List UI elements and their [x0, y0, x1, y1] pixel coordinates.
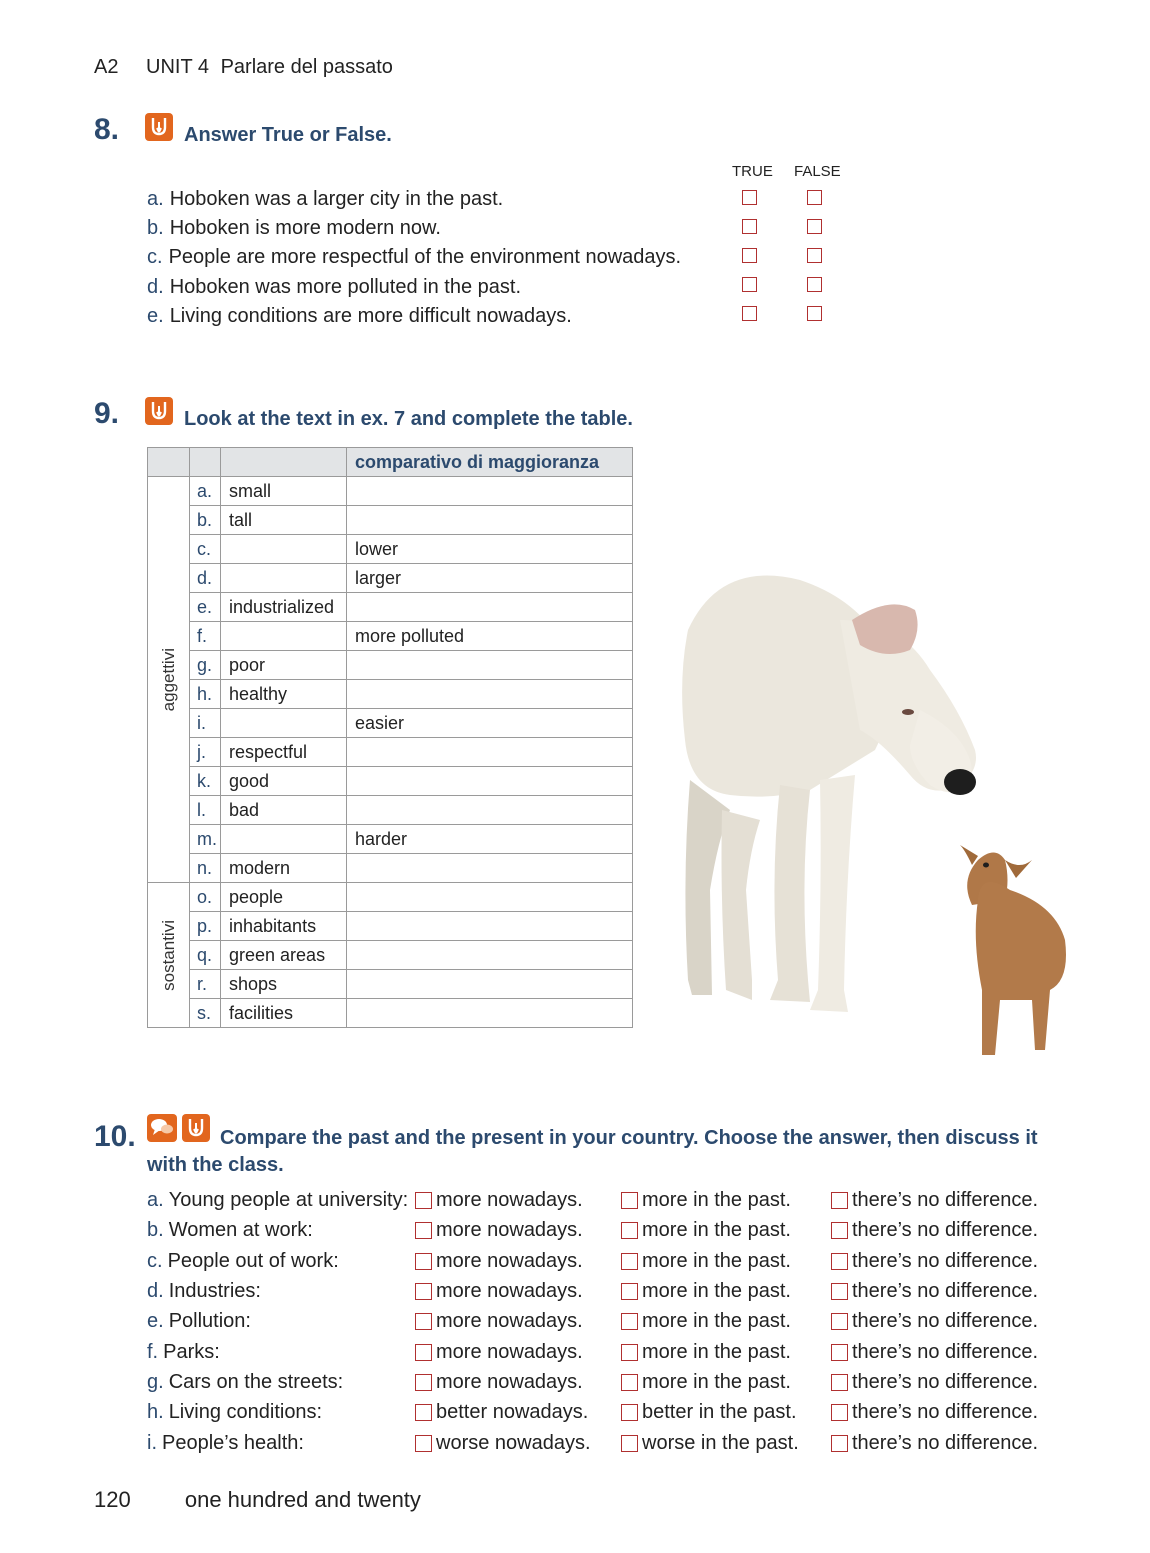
exercise-9-number: 9.	[94, 397, 120, 430]
question-item	[147, 1401, 322, 1424]
option-label: there’s no difference.	[852, 1280, 1039, 1302]
option-label: there’s no difference.	[852, 1371, 1039, 1393]
item-text: Hoboken was more polluted in the past.	[169, 275, 522, 298]
row-word[interactable]	[221, 622, 347, 651]
row-letter: p.	[190, 912, 221, 941]
option-nowadays[interactable]	[415, 1219, 583, 1242]
option-checkbox[interactable]	[415, 1222, 432, 1239]
item-text: Industries:	[168, 1280, 261, 1302]
row-comparative[interactable]	[347, 883, 633, 912]
group-label-nouns: sostantivi	[158, 919, 178, 991]
table-row	[148, 477, 633, 506]
option-past[interactable]	[621, 1219, 791, 1242]
true-checkbox-a[interactable]	[742, 190, 757, 205]
option-label: there’s no difference.	[852, 1219, 1039, 1241]
option-label: worse in the past.	[642, 1432, 799, 1454]
row-letter: f.	[190, 622, 221, 651]
item-text: Hoboken was a larger city in the past.	[169, 188, 504, 210]
option-checkbox[interactable]	[831, 1192, 848, 1209]
false-column-label: FALSE	[794, 163, 841, 180]
question-item	[147, 1341, 220, 1364]
level-label: A2	[94, 56, 119, 78]
exercise-9-title: Look at the text in ex. 7 and complete the table.	[184, 408, 633, 430]
option-checkbox[interactable]	[621, 1253, 638, 1270]
row-word[interactable]: respectful	[221, 738, 347, 767]
row-letter: l.	[190, 796, 221, 825]
option-label: more in the past.	[642, 1310, 791, 1332]
item-letter: i.	[147, 1432, 157, 1454]
row-comparative[interactable]	[347, 941, 633, 970]
option-label: there’s no difference.	[852, 1310, 1039, 1332]
option-past[interactable]	[621, 1189, 791, 1212]
row-letter: g.	[190, 651, 221, 680]
option-checkbox[interactable]	[621, 1192, 638, 1209]
row-word[interactable]: people	[221, 883, 347, 912]
option-label: worse nowadays.	[436, 1432, 591, 1454]
table-row	[148, 738, 633, 767]
option-checkbox[interactable]	[415, 1435, 432, 1452]
list-item	[147, 214, 681, 243]
true-column-label: TRUE	[732, 163, 773, 180]
option-label: more in the past.	[642, 1341, 791, 1363]
option-checkbox[interactable]	[621, 1222, 638, 1239]
table-row	[148, 535, 633, 564]
option-no-difference[interactable]	[831, 1432, 1038, 1455]
false-checkbox-c[interactable]	[807, 248, 822, 263]
table-row	[148, 941, 633, 970]
row-comparative[interactable]	[347, 970, 633, 999]
row-letter: a.	[190, 477, 221, 506]
pencil-icon	[145, 113, 173, 141]
row-word[interactable]	[221, 535, 347, 564]
option-label: more nowadays.	[436, 1310, 583, 1332]
item-text: Cars on the streets:	[168, 1371, 344, 1393]
option-label: more in the past.	[642, 1250, 791, 1272]
item-text: People out of work:	[167, 1250, 339, 1272]
option-nowadays[interactable]	[415, 1371, 583, 1394]
question-item	[147, 1219, 313, 1242]
row-letter: j.	[190, 738, 221, 767]
row-letter: m.	[190, 825, 221, 854]
item-letter: a.	[147, 1189, 164, 1211]
row-comparative[interactable]	[347, 854, 633, 883]
option-checkbox[interactable]	[831, 1344, 848, 1361]
option-checkbox[interactable]	[831, 1374, 848, 1391]
pencil-icon	[145, 397, 173, 425]
pencil-icon	[182, 1114, 210, 1142]
option-label: there’s no difference.	[852, 1432, 1039, 1454]
row-comparative[interactable]	[347, 738, 633, 767]
option-checkbox[interactable]	[831, 1404, 848, 1421]
row-comparative[interactable]: harder	[347, 825, 633, 854]
column-header-comparative: comparativo di maggioranza	[347, 448, 633, 477]
row-comparative[interactable]: lower	[347, 535, 633, 564]
item-text: Hoboken is more modern now.	[169, 217, 441, 240]
row-comparative[interactable]	[347, 593, 633, 622]
option-label: more nowadays.	[436, 1219, 583, 1241]
item-letter: g.	[147, 1371, 164, 1393]
false-checkbox-b[interactable]	[807, 219, 822, 234]
row-comparative[interactable]	[347, 651, 633, 680]
option-no-difference[interactable]	[831, 1341, 1038, 1364]
item-letter: e.	[147, 304, 164, 327]
option-label: better in the past.	[642, 1401, 797, 1423]
header-cell	[190, 448, 221, 477]
page-number: 120	[94, 1487, 131, 1512]
option-no-difference[interactable]	[831, 1280, 1038, 1303]
option-checkbox[interactable]	[831, 1222, 848, 1239]
item-letter: c.	[147, 1250, 163, 1272]
row-comparative[interactable]: more polluted	[347, 622, 633, 651]
option-past[interactable]	[621, 1250, 791, 1273]
row-word[interactable]: bad	[221, 796, 347, 825]
table-row	[148, 651, 633, 680]
option-label: more in the past.	[642, 1371, 791, 1393]
option-label: more nowadays.	[436, 1280, 583, 1302]
false-checkbox-e[interactable]	[807, 306, 822, 321]
row-comparative[interactable]: easier	[347, 709, 633, 738]
option-checkbox[interactable]	[415, 1283, 432, 1300]
row-word[interactable]	[221, 825, 347, 854]
page-header	[94, 56, 393, 79]
option-nowadays[interactable]	[415, 1250, 583, 1273]
row-letter: o.	[190, 883, 221, 912]
row-comparative[interactable]	[347, 999, 633, 1028]
exercise-10-title-line2: with the class.	[147, 1154, 284, 1176]
option-past[interactable]	[621, 1401, 797, 1424]
table-row	[148, 999, 633, 1028]
true-checkbox-c[interactable]	[742, 248, 757, 263]
true-checkbox-e[interactable]	[742, 306, 757, 321]
option-label: more nowadays.	[436, 1189, 583, 1211]
option-no-difference[interactable]	[831, 1219, 1038, 1242]
small-dog-image	[960, 845, 1066, 1055]
option-checkbox[interactable]	[831, 1283, 848, 1300]
table-row	[148, 506, 633, 535]
row-word[interactable]	[221, 709, 347, 738]
table-row	[148, 767, 633, 796]
option-label: more in the past.	[642, 1280, 791, 1302]
table-row	[148, 622, 633, 651]
row-word[interactable]: modern	[221, 854, 347, 883]
item-text: Parks:	[163, 1341, 220, 1363]
option-label: more nowadays.	[436, 1250, 583, 1272]
option-checkbox[interactable]	[831, 1435, 848, 1452]
item-text: Women at work:	[168, 1219, 313, 1241]
item-text: Living conditions are more difficult nowadays.	[169, 304, 572, 327]
page-footer	[94, 1487, 421, 1513]
large-dog-image	[682, 576, 976, 1012]
true-checkbox-d[interactable]	[742, 277, 757, 292]
item-text: People’s health:	[162, 1432, 304, 1454]
item-text: Living conditions:	[168, 1401, 323, 1423]
true-checkbox-b[interactable]	[742, 219, 757, 234]
row-letter: r.	[190, 970, 221, 999]
option-label: there’s no difference.	[852, 1250, 1039, 1272]
row-letter: b.	[190, 506, 221, 535]
row-comparative[interactable]	[347, 912, 633, 941]
question-item	[147, 1250, 339, 1273]
option-nowadays[interactable]	[415, 1280, 583, 1303]
group-cell-nouns	[148, 883, 190, 1028]
table-row	[148, 825, 633, 854]
list-item	[147, 243, 681, 272]
row-word[interactable]: inhabitants	[221, 912, 347, 941]
item-letter: e.	[147, 1310, 164, 1332]
item-text: People are more respectful of the environment nowadays.	[168, 246, 682, 269]
row-comparative[interactable]	[347, 477, 633, 506]
option-label: more in the past.	[642, 1219, 791, 1241]
row-word[interactable]: green areas	[221, 941, 347, 970]
option-checkbox[interactable]	[621, 1374, 638, 1391]
row-letter: e.	[190, 593, 221, 622]
row-letter: h.	[190, 680, 221, 709]
table-header-row	[148, 448, 633, 477]
question-item	[147, 1432, 304, 1455]
question-item	[147, 1189, 408, 1212]
option-checkbox[interactable]	[415, 1313, 432, 1330]
unit-title: Parlare del passato	[220, 56, 393, 78]
row-word[interactable]: small	[221, 477, 347, 506]
option-checkbox[interactable]	[415, 1404, 432, 1421]
item-letter: f.	[147, 1341, 159, 1363]
table-row	[148, 854, 633, 883]
row-letter: n.	[190, 854, 221, 883]
row-word[interactable]: facilities	[221, 999, 347, 1028]
exercise-8-list	[147, 185, 681, 331]
option-checkbox[interactable]	[621, 1283, 638, 1300]
option-checkbox[interactable]	[831, 1313, 848, 1330]
option-no-difference[interactable]	[831, 1310, 1038, 1333]
table-row	[148, 680, 633, 709]
option-past[interactable]	[621, 1280, 791, 1303]
item-text: Young people at university:	[168, 1189, 409, 1211]
row-word[interactable]: shops	[221, 970, 347, 999]
row-word[interactable]	[221, 564, 347, 593]
item-letter: a.	[147, 188, 164, 210]
table-row	[148, 883, 633, 912]
row-letter: i.	[190, 709, 221, 738]
option-no-difference[interactable]	[831, 1189, 1038, 1212]
unit-label: UNIT 4	[146, 56, 210, 78]
false-checkbox-a[interactable]	[807, 190, 822, 205]
row-letter: d.	[190, 564, 221, 593]
option-checkbox[interactable]	[621, 1435, 638, 1452]
row-word[interactable]: poor	[221, 651, 347, 680]
row-letter: k.	[190, 767, 221, 796]
header-cell	[221, 448, 347, 477]
option-past[interactable]	[621, 1341, 791, 1364]
option-label: better nowadays.	[436, 1401, 589, 1423]
row-comparative[interactable]	[347, 796, 633, 825]
item-letter: d.	[147, 275, 164, 298]
page-number-words: one hundred and twenty	[184, 1487, 421, 1512]
item-letter: b.	[147, 1219, 164, 1241]
option-past[interactable]	[621, 1432, 799, 1455]
item-letter: h.	[147, 1401, 164, 1423]
option-nowadays[interactable]	[415, 1341, 583, 1364]
option-label: more in the past.	[642, 1189, 791, 1211]
row-word[interactable]: industrialized	[221, 593, 347, 622]
option-checkbox[interactable]	[415, 1253, 432, 1270]
row-letter: q.	[190, 941, 221, 970]
list-item	[147, 302, 681, 331]
comparatives-table	[147, 447, 633, 1028]
item-letter: d.	[147, 1280, 164, 1302]
exercise-10-title-line1: Compare the past and the present in your country. Choose the answer, then discuss it	[220, 1127, 1038, 1149]
option-label: more nowadays.	[436, 1341, 583, 1363]
exercise-8-number: 8.	[94, 113, 120, 146]
question-item	[147, 1371, 343, 1394]
group-label-adjectives: aggettivi	[158, 647, 178, 712]
row-comparative[interactable]	[347, 767, 633, 796]
list-item	[147, 273, 681, 302]
header-cell	[148, 448, 190, 477]
option-past[interactable]	[621, 1371, 791, 1394]
table-row	[148, 796, 633, 825]
option-nowadays[interactable]	[415, 1189, 583, 1212]
option-checkbox[interactable]	[415, 1192, 432, 1209]
row-word[interactable]: healthy	[221, 680, 347, 709]
option-nowadays[interactable]	[415, 1432, 591, 1455]
table-row	[148, 593, 633, 622]
exercise-10-number: 10.	[94, 1120, 136, 1153]
option-checkbox[interactable]	[415, 1374, 432, 1391]
row-comparative[interactable]: larger	[347, 564, 633, 593]
table-row	[148, 970, 633, 999]
option-no-difference[interactable]	[831, 1250, 1038, 1273]
option-checkbox[interactable]	[415, 1344, 432, 1361]
option-no-difference[interactable]	[831, 1401, 1038, 1424]
exercise-8-title: Answer True or False.	[184, 124, 392, 146]
row-comparative[interactable]	[347, 506, 633, 535]
option-checkbox[interactable]	[831, 1253, 848, 1270]
item-letter: b.	[147, 217, 164, 240]
option-label: there’s no difference.	[852, 1341, 1039, 1363]
option-past[interactable]	[621, 1310, 791, 1333]
row-letter: s.	[190, 999, 221, 1028]
item-letter: c.	[147, 246, 163, 269]
false-checkbox-d[interactable]	[807, 277, 822, 292]
option-nowadays[interactable]	[415, 1401, 588, 1424]
question-item	[147, 1310, 251, 1333]
speech-bubbles-icon	[147, 1114, 177, 1142]
row-word[interactable]: good	[221, 767, 347, 796]
option-checkbox[interactable]	[621, 1404, 638, 1421]
option-label: more nowadays.	[436, 1371, 583, 1393]
dogs-illustration	[660, 560, 1100, 1070]
row-word[interactable]: tall	[221, 506, 347, 535]
option-no-difference[interactable]	[831, 1371, 1038, 1394]
table-row	[148, 709, 633, 738]
question-item	[147, 1280, 261, 1303]
option-checkbox[interactable]	[621, 1313, 638, 1330]
list-item	[147, 185, 681, 214]
group-cell-adjectives	[148, 477, 190, 883]
row-comparative[interactable]	[347, 680, 633, 709]
option-label: there’s no difference.	[852, 1401, 1039, 1423]
table-row	[148, 564, 633, 593]
option-label: there’s no difference.	[852, 1189, 1039, 1211]
item-text: Pollution:	[168, 1310, 251, 1332]
option-checkbox[interactable]	[621, 1344, 638, 1361]
table-row	[148, 912, 633, 941]
row-letter: c.	[190, 535, 221, 564]
option-nowadays[interactable]	[415, 1310, 583, 1333]
